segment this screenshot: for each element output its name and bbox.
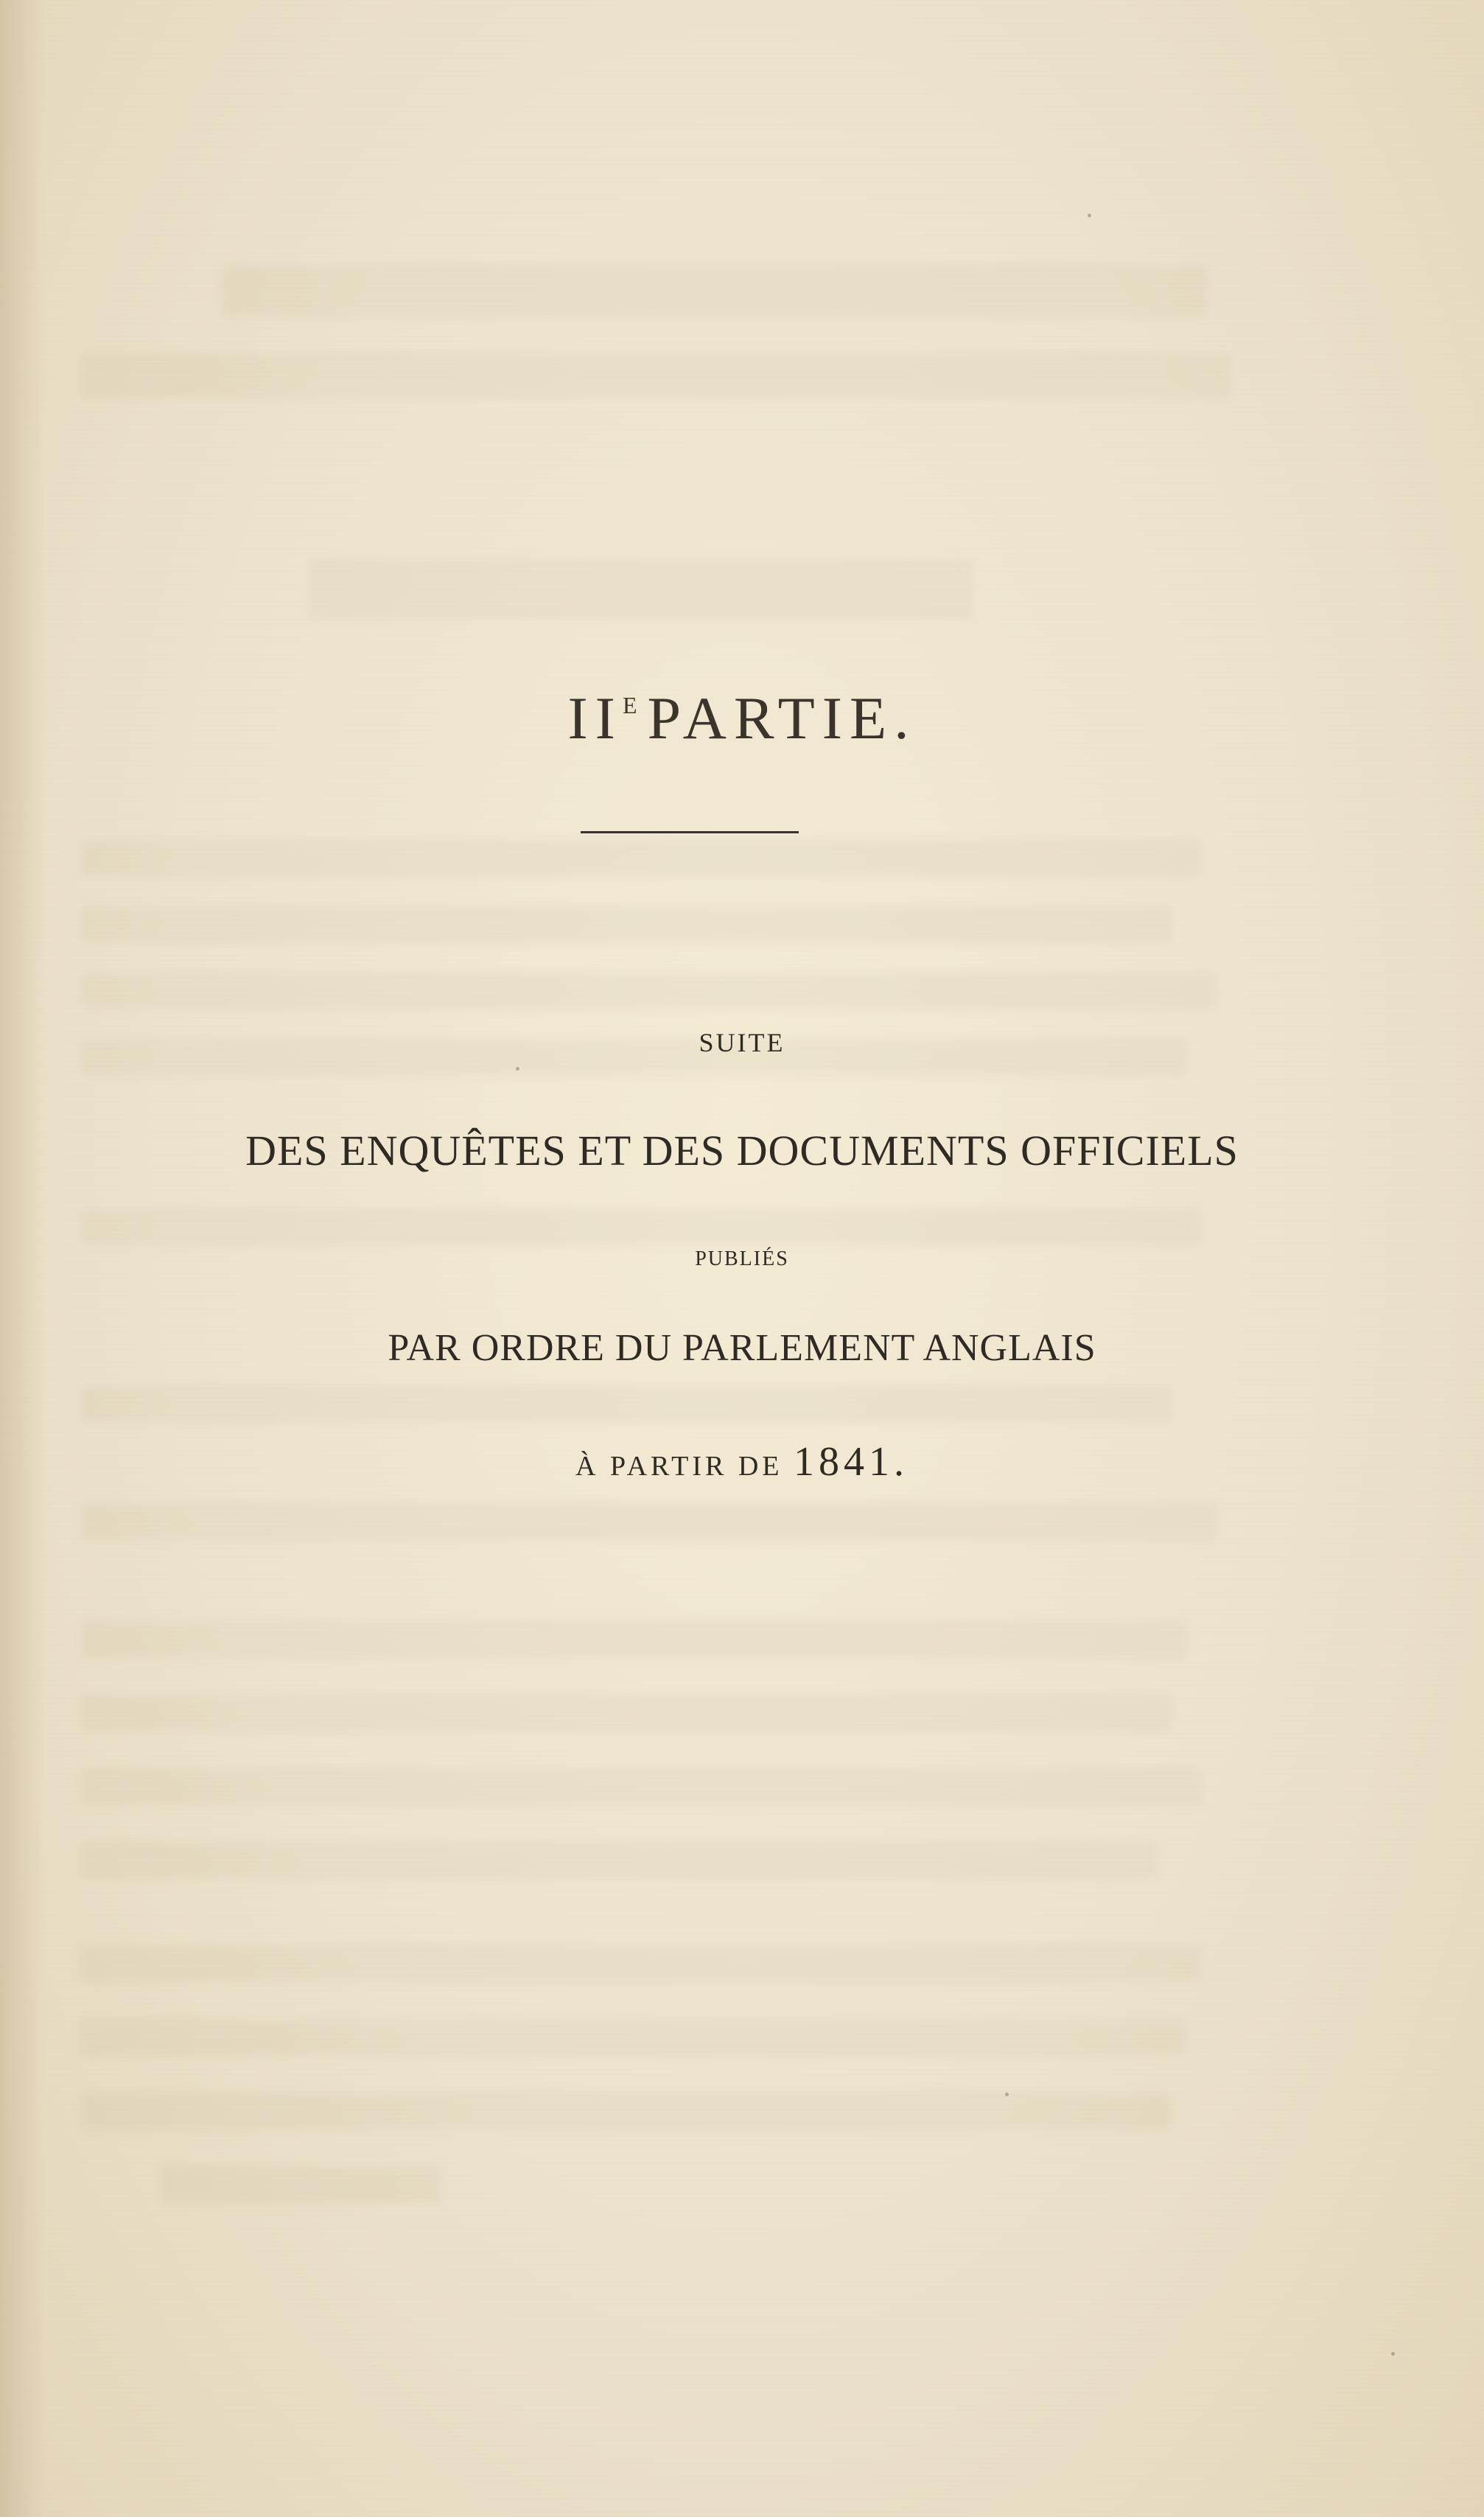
date-line bbox=[0, 1438, 1484, 1485]
date-prefix: À PARTIR DE bbox=[575, 1451, 783, 1482]
part-title bbox=[0, 684, 1484, 753]
paper-speck bbox=[516, 1067, 519, 1071]
paper-speck bbox=[1391, 2352, 1395, 2356]
publies-line: PUBLIÉS bbox=[695, 1247, 789, 1270]
date-year: 1841. bbox=[793, 1439, 909, 1485]
part-title-roman: II bbox=[567, 685, 623, 752]
title-rule bbox=[581, 831, 799, 833]
paper-speck bbox=[1005, 2093, 1009, 2096]
paper-speck bbox=[1088, 214, 1091, 217]
part-title-superscript: E bbox=[623, 692, 637, 718]
ordre-line: PAR ORDRE DU PARLEMENT ANGLAIS bbox=[388, 1327, 1096, 1369]
part-title-word: PARTIE. bbox=[647, 685, 917, 752]
main-heading: DES ENQUÊTES ET DES DOCUMENTS OFFICIELS bbox=[245, 1127, 1239, 1175]
suite-line: SUITE bbox=[699, 1028, 785, 1057]
